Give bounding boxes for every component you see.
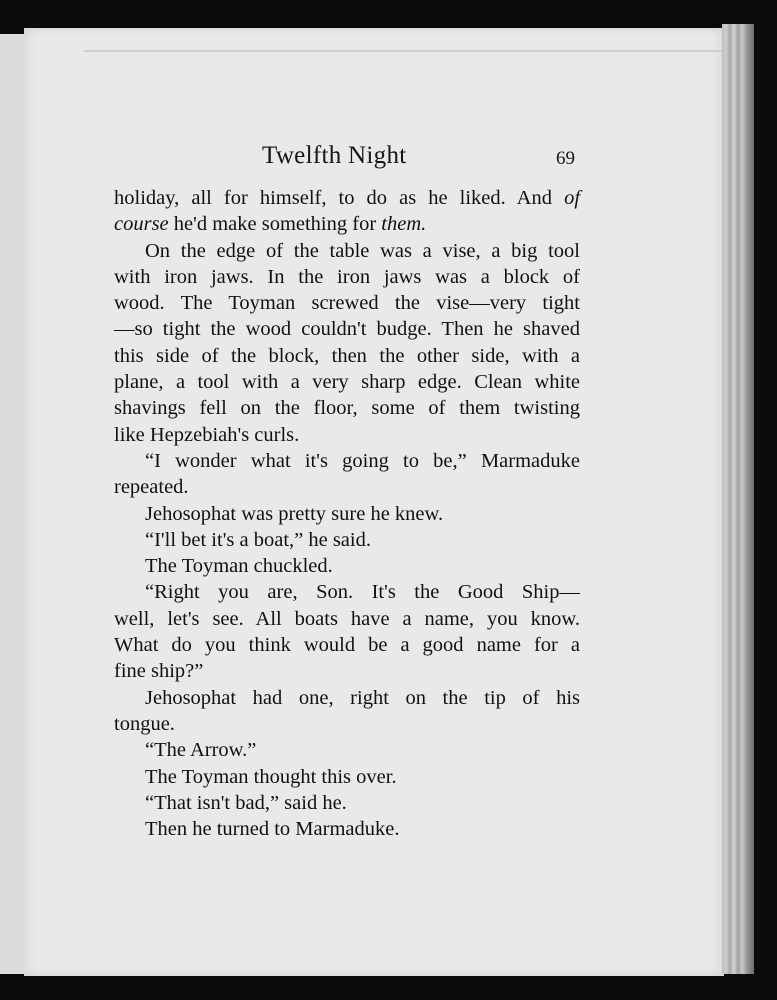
text-line: The Toyman thought this over. <box>145 765 397 788</box>
text-line: What do you think would be a good name for a <box>114 634 580 657</box>
running-title: Twelfth Night <box>262 142 407 169</box>
text-line <box>114 211 580 237</box>
text-line: “I'll bet it's a boat,” he said. <box>145 528 371 551</box>
text-line: “Right you are, Son. It's the Good Ship— <box>145 581 580 604</box>
left-page-edge <box>0 34 25 974</box>
italic-text: them. <box>381 213 427 236</box>
text-line: “That isn't bad,” said he. <box>145 791 347 814</box>
text-line: Jehosophat was pretty sure he knew. <box>145 502 444 525</box>
text-line: Then he turned to Marmaduke. <box>145 818 400 841</box>
text-line: wood. The Toyman screwed the vise—very tight <box>114 292 580 315</box>
text-line: like Hepzebiah's curls. <box>114 423 300 446</box>
text-line <box>114 185 580 211</box>
text-span: he'd make something for <box>168 213 382 236</box>
text-line: The Toyman chuckled. <box>145 555 333 578</box>
text-line: Jehosophat had one, right on the tip of his <box>145 686 580 709</box>
text-line: On the edge of the table was a vise, a big tool <box>145 239 580 262</box>
text-line: shavings fell on the floor, some of them twisting <box>114 397 580 420</box>
italic-text: course <box>114 213 169 236</box>
body-text <box>114 185 580 842</box>
text-line: well, let's see. All boats have a name, you know. <box>114 607 580 630</box>
text-line: plane, a tool with a very sharp edge. Clean white <box>114 371 580 394</box>
text-line: this side of the block, then the other side, with a <box>114 344 580 367</box>
book-page <box>24 28 724 976</box>
text-line: “I wonder what it's going to be,” Marmaduke <box>145 449 580 472</box>
text-line: with iron jaws. In the iron jaws was a block of <box>114 265 580 288</box>
text-line: repeated. <box>114 476 189 499</box>
running-head <box>24 142 724 178</box>
page-top-edge <box>84 50 754 52</box>
italic-text: of <box>564 187 581 209</box>
text-span: holiday, all for himself, to do as he liked. And <box>114 187 552 209</box>
text-line: tongue. <box>114 712 175 735</box>
page-number: 69 <box>556 148 575 169</box>
book-cover-edge <box>722 24 754 974</box>
text-line: “The Arrow.” <box>145 739 257 762</box>
text-line: —so tight the wood couldn't budge. Then he shaved <box>114 318 580 341</box>
text-line: fine ship?” <box>114 660 204 683</box>
